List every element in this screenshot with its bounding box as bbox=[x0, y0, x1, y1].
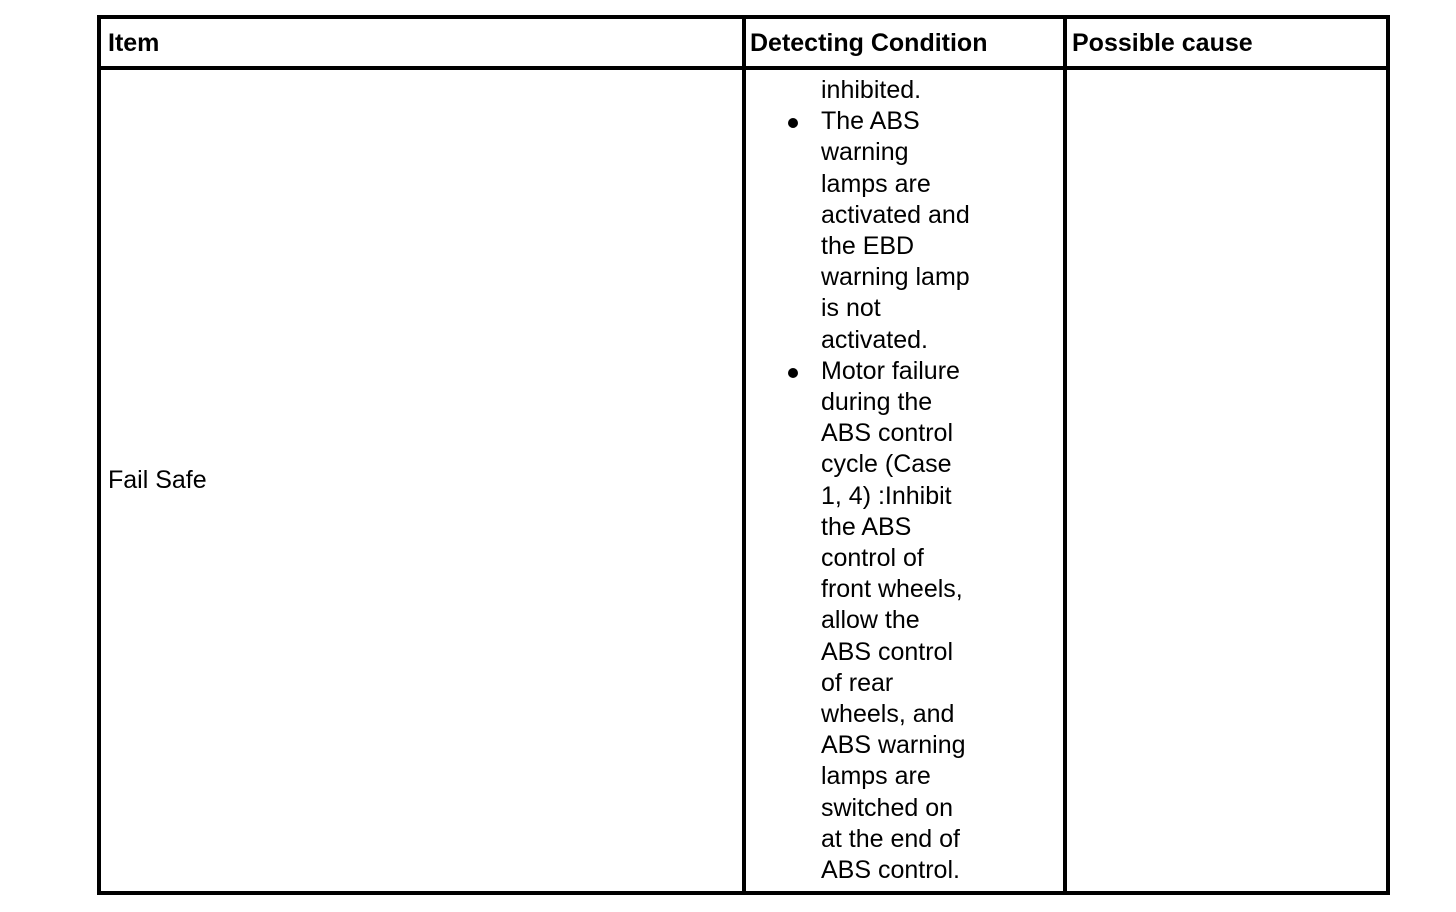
item-cell: Fail Safe bbox=[108, 466, 207, 494]
condition-bullet-item bbox=[746, 356, 1063, 886]
header-item: Item bbox=[108, 29, 160, 57]
fail-safe-table bbox=[97, 15, 1390, 895]
condition-bullet-text: Motor failure during the ABS control cycle (Case 1, 4) :Inhibit the ABS control of front wheels, allow the ABS control of rear wheels, and ABS warning lamps are switched on at the end of ABS control. bbox=[821, 356, 966, 885]
condition-bullet-text: The ABS warning lamps are activated and the EBD warning lamp is not activated. bbox=[821, 107, 970, 354]
bullet-icon bbox=[788, 118, 798, 128]
column-divider-2 bbox=[1063, 19, 1067, 891]
condition-continuation-text: inhibited. bbox=[821, 76, 922, 104]
detecting-condition-cell bbox=[746, 75, 1063, 886]
condition-bullet-item bbox=[746, 106, 1063, 356]
bullet-icon bbox=[788, 368, 798, 378]
header-detecting-condition: Detecting Condition bbox=[750, 29, 988, 57]
header-possible-cause: Possible cause bbox=[1072, 29, 1253, 57]
